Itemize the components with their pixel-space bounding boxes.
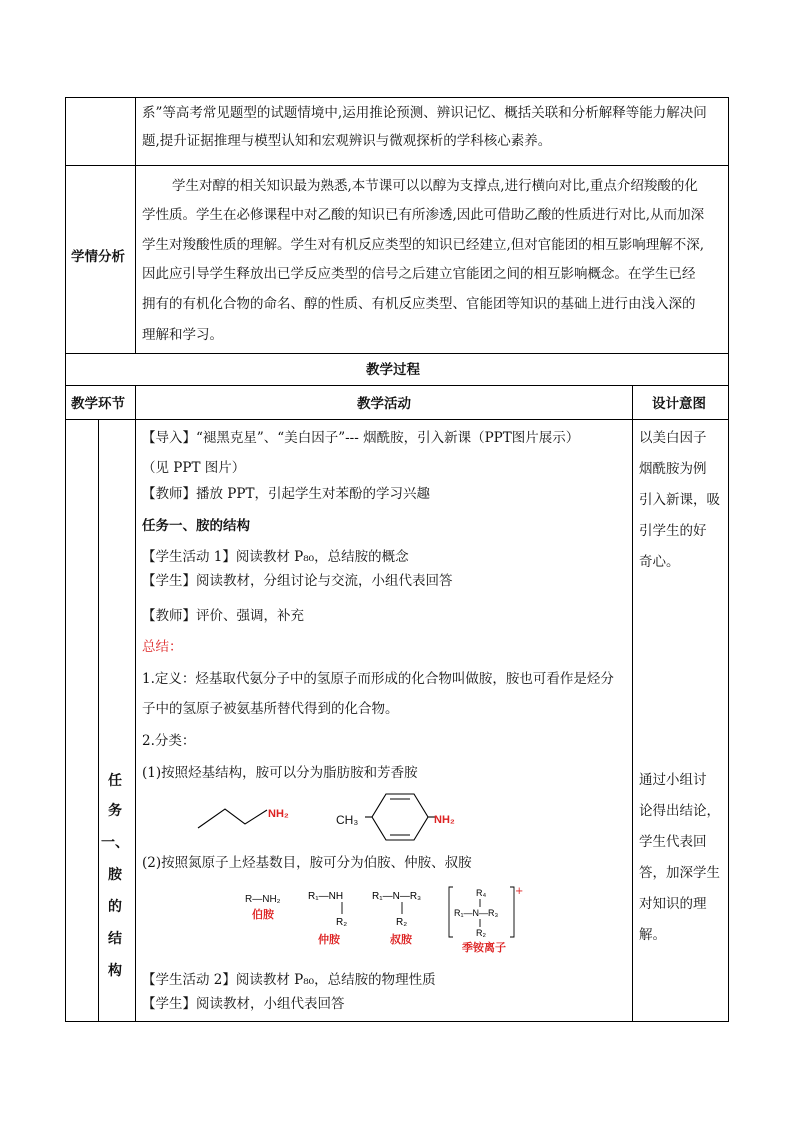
tertiary-amine-structure — [372, 886, 434, 928]
charge-plus: + — [515, 886, 524, 897]
stage-label-char: 的 — [108, 899, 122, 915]
table-border-left — [65, 97, 66, 1022]
secondary-amine-label: 仲胺 — [318, 933, 340, 946]
row-divider — [65, 419, 729, 420]
table-border-top — [65, 97, 729, 98]
intent-line: 奇心。 — [639, 554, 680, 570]
student-line: 【学生】阅读教材，分组讨论与交流，小组代表回答 — [142, 573, 453, 589]
teacher-line: 【教师】播放 PPT，引起学生对苯酚的学习兴趣 — [142, 486, 430, 502]
tertiary-amine-label: 叔胺 — [390, 933, 412, 946]
col-header-intent: 设计意图 — [652, 396, 706, 412]
svg-text:R₂: R₂ — [336, 917, 348, 928]
row-divider — [65, 353, 729, 354]
classification-line: (1)按照烃基结构，胺可以分为脂肪胺和芳香胺 — [142, 765, 418, 781]
analysis-line: 学生对醇的相关知识最为熟悉,本节课可以以醇为支撑点,进行横向对比,重点介绍羧酸的化 — [172, 178, 698, 194]
nh2-label: NH₂ — [268, 808, 289, 820]
classification-label: 2.分类： — [142, 733, 196, 749]
benzene-ring — [365, 790, 435, 844]
stage-label-char: 胺 — [108, 867, 122, 883]
carbon-chain-bonds — [198, 809, 267, 828]
process-title: 教学过程 — [366, 362, 420, 378]
col-divider — [98, 419, 99, 1022]
col-header-stage: 教学环节 — [71, 396, 125, 412]
table-border-right — [728, 97, 729, 1022]
analysis-label: 学情分析 — [71, 249, 125, 265]
row-divider — [65, 165, 729, 166]
intent-line: 烟酰胺为例 — [639, 461, 707, 477]
nh2-label: NH₂ — [434, 814, 455, 826]
student-activity-line: 【学生活动 2】阅读教材 P₈₀，总结胺的物理性质 — [142, 972, 436, 988]
col-header-activity: 教学活动 — [357, 396, 411, 412]
student-line: 【学生】阅读教材，小组代表回答 — [142, 996, 345, 1012]
svg-text:R₁—N—R₃: R₁—N—R₃ — [372, 891, 422, 902]
intent-line: 学生代表回 — [639, 834, 707, 850]
primary-amine-formula: R—NH₂ — [245, 894, 281, 905]
stage-label-char: 务 — [108, 803, 122, 819]
secondary-amine-structure — [308, 886, 358, 928]
col-divider — [632, 385, 633, 1022]
col-divider — [135, 97, 136, 353]
see-ppt-line: （见 PPT 图片） — [142, 460, 246, 476]
row-divider — [65, 385, 729, 386]
svg-text:R₄: R₄ — [476, 888, 487, 898]
classification-line: (2)按照氮原子上烃基数目，胺可分为伯胺、仲胺、叔胺 — [142, 855, 472, 871]
intent-line: 论得出结论， — [639, 803, 720, 819]
intent-line: 引学生的好 — [639, 523, 707, 539]
definition-line: 子中的氢原子被氨基所替代得到的化合物。 — [142, 701, 399, 717]
objective-text-line: 题,提升证据推理与模型认知和宏观辨识与微观探析的学科核心素养。 — [142, 133, 552, 149]
svg-text:R₂: R₂ — [476, 928, 486, 938]
quaternary-ammonium-structure — [448, 884, 520, 940]
intent-line: 通过小组讨 — [639, 772, 707, 788]
analysis-line: 拥有的有机化合物的命名、醇的性质、有机反应类型、官能团等知识的基础上进行由浅入深的 — [142, 296, 696, 312]
teacher-line: 【教师】评价、强调，补充 — [142, 608, 304, 624]
stage-label-char: 结 — [108, 931, 122, 947]
svg-text:R₂: R₂ — [396, 917, 408, 928]
intent-line: 以美白因子 — [639, 430, 707, 446]
analysis-line: 学生对羧酸性质的理解。学生对有机反应类型的知识已经建立,但对官能团的相互影响理解不深, — [142, 237, 705, 253]
analysis-line: 学性质。学生在必修课程中对乙酸的知识已有所渗透,因此可借助乙酸的性质进行对比,从而加深 — [142, 207, 705, 223]
stage-label-char: 构 — [108, 963, 122, 979]
col-divider — [135, 385, 136, 1022]
intent-line: 答，加深学生 — [639, 865, 720, 881]
intro-line: 【导入】“褪黑克星”、“美白因子”--- 烟酰胺，引入新课（PPT图片展示） — [142, 430, 580, 446]
svg-text:R₁—NH: R₁—NH — [308, 891, 344, 902]
stage-label-char: 任 — [108, 773, 122, 789]
quaternary-label: 季铵离子 — [462, 941, 506, 954]
objective-text-line: 系”等高考常见题型的试题情境中,运用推论预测、辨识记忆、概括关联和分析解释等能力解决问 — [142, 105, 707, 121]
student-activity-line: 【学生活动 1】阅读教材 P₈₀，总结胺的概念 — [142, 549, 409, 565]
intent-line: 对知识的理 — [639, 896, 707, 912]
intent-line: 引入新课，吸 — [639, 492, 720, 508]
svg-text:R₁—N—R₃: R₁—N—R₃ — [454, 908, 499, 918]
stage-label-char: 一、 — [101, 835, 129, 851]
definition-line: 1.定义：烃基取代氨分子中的氢原子而形成的化合物叫做胺，胺也可看作是烃分 — [142, 671, 614, 687]
intent-line: 解。 — [639, 927, 666, 943]
ch3-label: CH₃ — [336, 813, 359, 827]
primary-amine-label: 伯胺 — [252, 908, 274, 921]
table-border-bottom — [65, 1021, 729, 1022]
analysis-line: 理解和学习。 — [142, 327, 223, 343]
task-heading: 任务一、胺的结构 — [142, 518, 250, 534]
analysis-line: 因此应引导学生释放出已学反应类型的信号之后建立官能团之间的相互影响概念。在学生已经 — [142, 266, 696, 282]
summary-label: 总结： — [142, 639, 183, 655]
